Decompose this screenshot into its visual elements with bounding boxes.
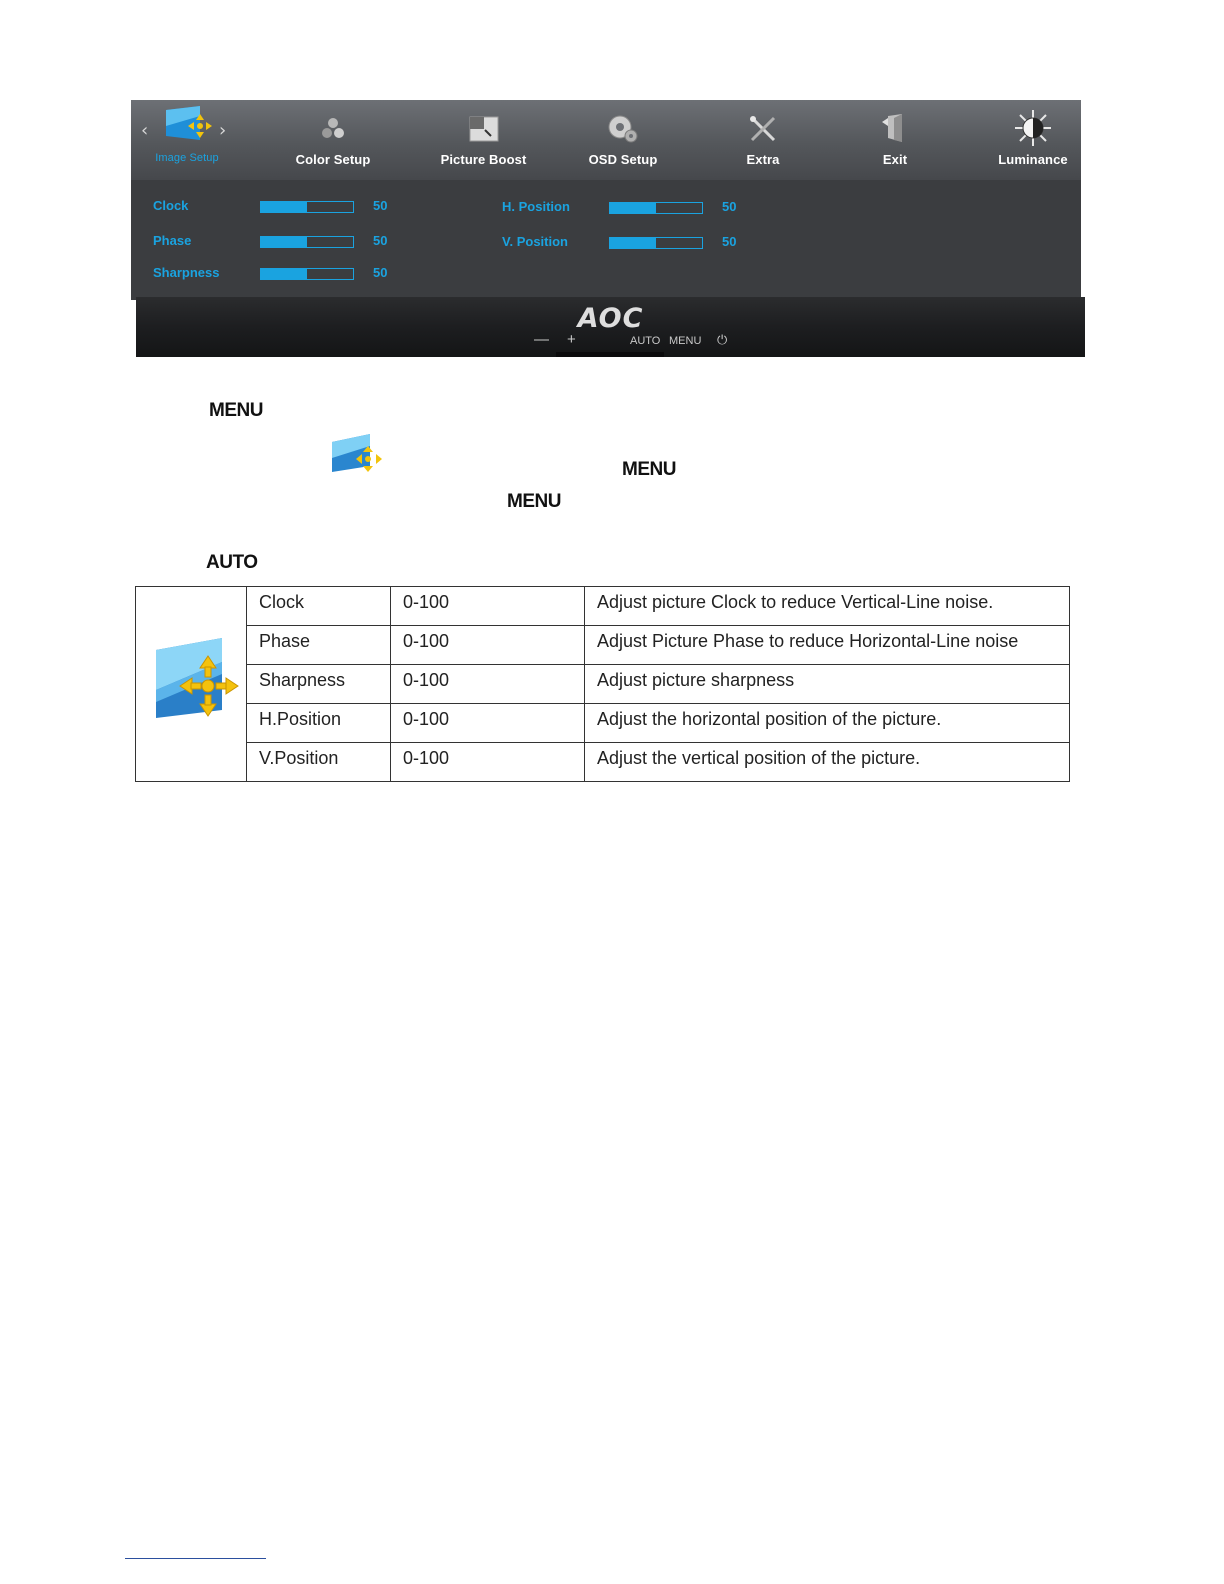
osd-menu [131, 100, 1081, 300]
extra-icon [748, 114, 778, 149]
sharpness-slider[interactable] [260, 268, 354, 280]
setting-phase[interactable] [153, 233, 413, 253]
param-name: V.Position [247, 743, 391, 782]
tab-label: OSD Setup [588, 152, 658, 167]
tab-osd-setup[interactable] [581, 100, 665, 180]
image-setup-icon [330, 432, 384, 479]
setting-value: 50 [373, 265, 388, 280]
table-row [136, 587, 1070, 626]
setting-clock[interactable] [153, 198, 413, 218]
tab-picture-boost[interactable] [436, 100, 531, 180]
setting-label: H. Position [502, 199, 570, 214]
param-description: Adjust the horizontal position of the picture. [585, 704, 1070, 743]
exit-icon [880, 112, 910, 149]
tab-exit[interactable] [869, 100, 921, 180]
table-row [136, 743, 1070, 782]
footnote-divider [125, 1558, 266, 1559]
tab-color-setup[interactable] [288, 100, 378, 180]
setting-v-position[interactable] [502, 234, 762, 254]
param-range: 0-100 [391, 626, 585, 665]
param-range: 0-100 [391, 704, 585, 743]
bezel-shadow [556, 352, 664, 357]
instruction-menu-1: MENU [209, 400, 263, 421]
tab-label: Luminance [998, 152, 1068, 167]
tab-label: Image Setup [155, 152, 219, 164]
setting-value: 50 [373, 233, 388, 248]
osd-setup-icon [606, 114, 640, 149]
image-setup-icon [136, 712, 246, 732]
image-setup-icon [162, 104, 212, 149]
param-name: Clock [247, 587, 391, 626]
osd-settings [131, 180, 1081, 300]
setting-label: Phase [153, 233, 192, 248]
tab-label: Picture Boost [440, 152, 527, 167]
setting-h-position[interactable] [502, 199, 762, 219]
tab-label: Extra [746, 152, 780, 167]
brand-logo: AOC [577, 303, 644, 334]
phase-slider[interactable] [260, 236, 354, 248]
param-description: Adjust picture Clock to reduce Vertical-Line noise. [585, 587, 1070, 626]
monitor-bezel [136, 297, 1085, 357]
osd-tab-bar [131, 100, 1081, 180]
param-description: Adjust the vertical position of the picture. [585, 743, 1070, 782]
minus-button[interactable]: — [534, 331, 549, 348]
param-range: 0-100 [391, 743, 585, 782]
param-range: 0-100 [391, 587, 585, 626]
chevron-left-icon[interactable]: ‹ [141, 120, 149, 141]
auto-button[interactable]: AUTO [630, 335, 661, 347]
table-icon-cell [136, 587, 247, 782]
h-position-slider[interactable] [609, 202, 703, 214]
table-row [136, 626, 1070, 665]
tab-label: Exit [882, 152, 908, 167]
menu-button[interactable]: MENU [669, 335, 702, 347]
picture-boost-icon [469, 116, 499, 147]
instruction-menu-2: MENU [622, 459, 676, 480]
param-description: Adjust picture sharpness [585, 665, 1070, 704]
luminance-icon [1013, 108, 1053, 153]
plus-button[interactable]: + [567, 331, 576, 348]
tab-image-setup[interactable] [145, 100, 229, 180]
setting-label: Clock [153, 198, 189, 213]
setting-value: 50 [373, 198, 388, 213]
tab-label: Color Setup [295, 152, 371, 167]
instruction-auto: AUTO [206, 552, 258, 573]
image-setup-table [135, 586, 1070, 782]
param-range: 0-100 [391, 665, 585, 704]
param-name: H.Position [247, 704, 391, 743]
setting-value: 50 [722, 199, 737, 214]
param-description: Adjust Picture Phase to reduce Horizontal-Line noise [585, 626, 1070, 665]
setting-value: 50 [722, 234, 737, 249]
tab-luminance[interactable] [991, 100, 1075, 180]
setting-label: Sharpness [153, 265, 220, 280]
setting-label: V. Position [502, 234, 568, 249]
color-setup-icon [318, 116, 348, 147]
tab-extra[interactable] [733, 100, 793, 180]
power-icon[interactable]: ⏻ [717, 333, 728, 348]
setting-sharpness[interactable] [153, 265, 413, 285]
v-position-slider[interactable] [609, 237, 703, 249]
chevron-right-icon[interactable]: › [219, 120, 227, 141]
instruction-menu-3: MENU [507, 491, 561, 512]
clock-slider[interactable] [260, 201, 354, 213]
param-name: Sharpness [247, 665, 391, 704]
param-name: Phase [247, 626, 391, 665]
table-row [136, 704, 1070, 743]
table-row [136, 665, 1070, 704]
